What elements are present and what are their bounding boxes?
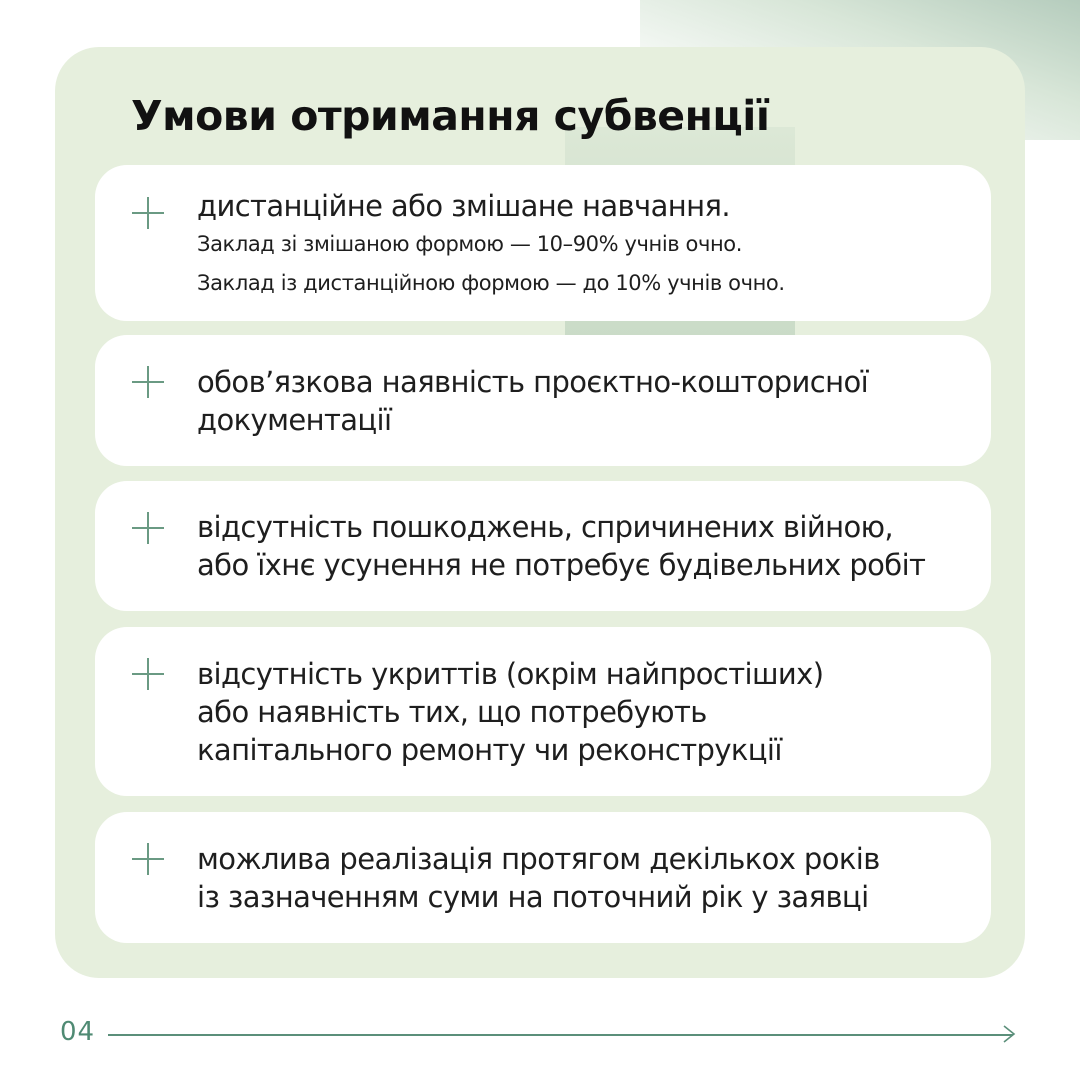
condition-text [197,363,977,439]
condition-card-2 [95,335,991,466]
plus-icon [132,366,164,398]
page-title: Умови отримання субвенції [131,92,770,140]
condition-card-4 [95,627,991,796]
condition-line: обов’язкова наявність проєктно-кошторисної [197,365,869,399]
condition-line: дистанційне або змішане навчання. [197,189,730,223]
condition-text [197,508,977,584]
condition-line: капітального ремонту чи реконструкції [197,733,782,767]
plus-icon [132,658,164,690]
condition-line: із зазначенням суми на поточний рік у заявці [197,880,869,914]
page-number: 04 [60,1017,96,1047]
condition-line: документації [197,403,392,437]
condition-text [197,187,977,303]
plus-icon [132,512,164,544]
condition-line: або наявність тих, що потребують [197,695,707,729]
plus-icon [132,197,164,229]
condition-note: Заклад зі змішаною формою — 10–90% учнів очно. [197,232,743,256]
plus-icon [132,843,164,875]
condition-line: відсутність укриттів (окрім найпростіших) [197,657,824,691]
condition-card-5 [95,812,991,943]
condition-line: відсутність пошкоджень, спричинених війною, [197,510,894,544]
footer-progress-line [108,1034,1013,1036]
condition-line: можлива реалізація протягом декількох років [197,842,880,876]
condition-line: або їхнє усунення не потребує будівельних робіт [197,548,926,582]
condition-card-1 [95,165,991,321]
condition-note: Заклад із дистанційною формою — до 10% учнів очно. [197,271,785,295]
condition-card-3 [95,481,991,611]
condition-text [197,655,977,769]
arrow-right-icon [998,1024,1018,1044]
condition-text [197,840,977,916]
